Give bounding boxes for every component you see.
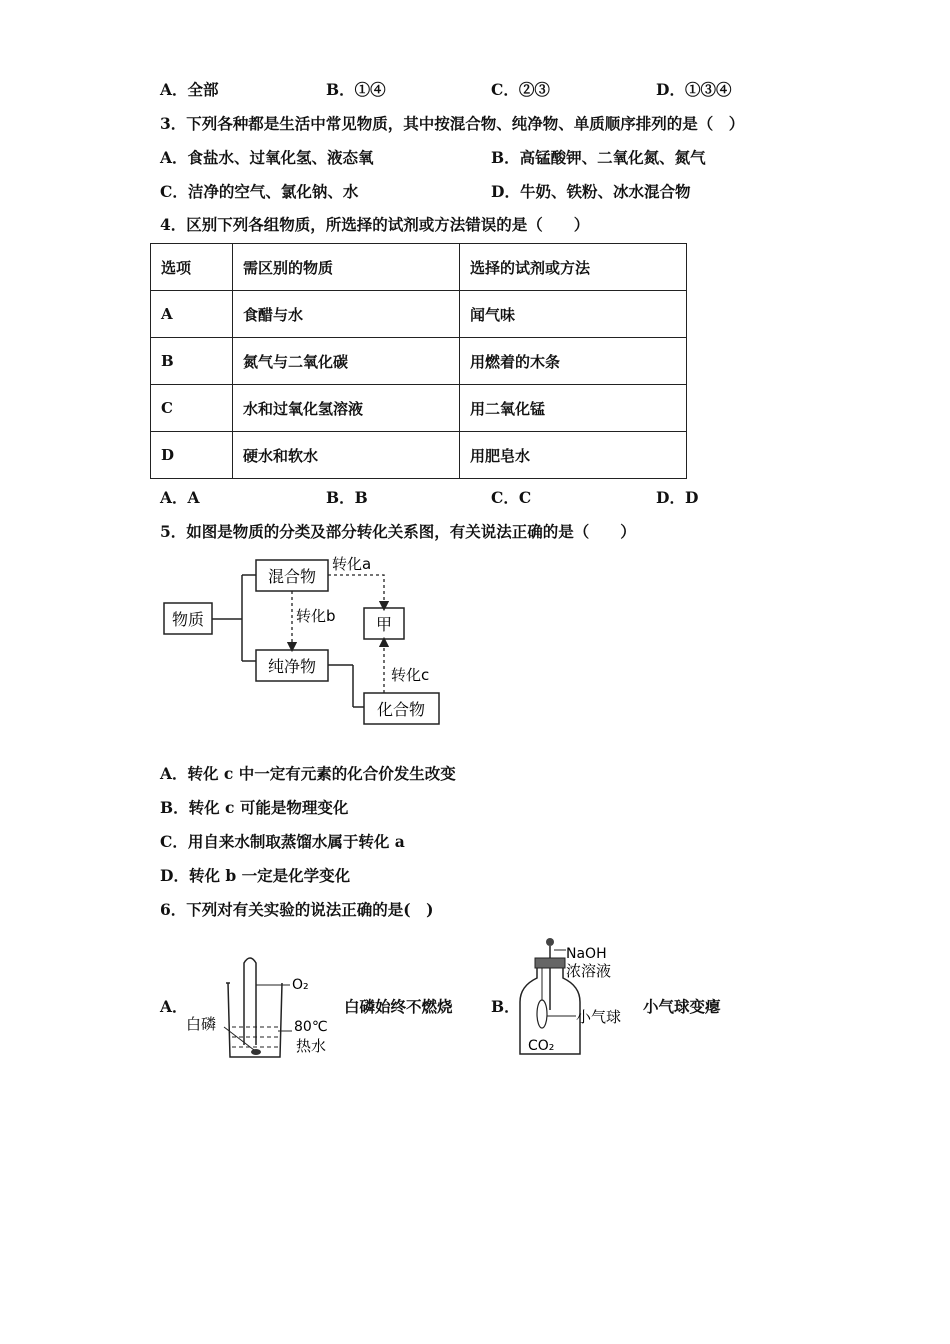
q4-table (150, 243, 687, 479)
white-phosphorus-label: 白磷 (186, 1015, 217, 1033)
table-row (151, 291, 687, 338)
compound-label: 化合物 (376, 700, 426, 719)
mixture-label: 混合物 (267, 567, 317, 586)
dropper-bulb-icon (546, 938, 554, 946)
q3-option-c: C．洁净的空气、氯化钠、水 (160, 182, 359, 201)
jia-label: 甲 (375, 615, 393, 634)
hot-water-label: 热水 (296, 1037, 327, 1055)
q6-option-b-text: 小气球变瘪 (643, 997, 721, 1016)
table-header-cell: 选项 (151, 244, 233, 291)
q3-option-b: B．高锰酸钾、二氧化氮、氮气 (491, 148, 706, 167)
white-phosphorus-icon (251, 1049, 261, 1055)
q6-option-b-label: B． (491, 997, 520, 1016)
table-cell: 水和过氧化氢溶液 (233, 385, 460, 432)
o2-label: O₂ (292, 977, 309, 993)
table-cell: 食醋与水 (233, 291, 460, 338)
balloon-icon (537, 1000, 547, 1028)
q2-option-a: A．全部 (160, 80, 219, 99)
concentrated-solution-label: 浓溶液 (566, 962, 612, 980)
beaker-icon (228, 983, 282, 1057)
test-tube-icon (244, 958, 256, 1045)
table-row (151, 385, 687, 432)
balloon-label: 小气球 (576, 1008, 622, 1026)
pure-substance-label: 纯净物 (267, 657, 317, 676)
table-row (151, 338, 687, 385)
conversion-a-label: 转化a (332, 555, 372, 573)
conversion-b-label: 转化b (296, 607, 336, 625)
table-cell: D (151, 432, 233, 479)
classification-diagram (150, 550, 450, 734)
q5-option-a: A．转化 c 中一定有元素的化合价发生改变 (160, 764, 456, 783)
q4-stem: 4．区别下列各组物质，所选择的试剂或方法错误的是（ ） (160, 215, 590, 234)
q5-option-c: C．用自来水制取蒸馏水属于转化 a (160, 832, 405, 851)
q6-figure-a (180, 945, 340, 1069)
conversion-c-label: 转化c (391, 666, 430, 684)
table-cell: A (151, 291, 233, 338)
table-cell: C (151, 385, 233, 432)
co2-label: CO₂ (528, 1038, 555, 1054)
table-cell: 硬水和软水 (233, 432, 460, 479)
table-cell: 用二氧化锰 (460, 385, 687, 432)
q4-option-a: A．A (160, 488, 200, 507)
q3-option-d: D．牛奶、铁粉、冰水混合物 (491, 182, 691, 201)
table-cell: B (151, 338, 233, 385)
q6-figure-b (510, 930, 640, 1064)
substance-label: 物质 (171, 610, 205, 629)
q2-option-c: C．②③ (491, 80, 550, 99)
q5-option-d: D．转化 b 一定是化学变化 (160, 866, 351, 885)
q6-option-a-label: A． (160, 997, 188, 1016)
table-cell: 用肥皂水 (460, 432, 687, 479)
q6-stem: 6．下列对有关实验的说法正确的是( ) (160, 900, 434, 919)
conversion-a-arrow (328, 575, 384, 606)
naoh-label: NaOH (566, 946, 607, 962)
table-header-cell: 选择的试剂或方法 (460, 244, 687, 291)
table-row (151, 432, 687, 479)
table-header-cell: 需区别的物质 (233, 244, 460, 291)
q6-option-a-text: 白磷始终不燃烧 (344, 997, 453, 1016)
table-cell: 用燃着的木条 (460, 338, 687, 385)
q4-option-c: C．C (491, 488, 532, 507)
q3-stem: 3．下列各种都是生活中常见物质，其中按混合物、纯净物、单质顺序排列的是（ ） (160, 114, 745, 133)
q2-option-b: B．①④ (326, 80, 386, 99)
table-header-row (151, 244, 687, 291)
table-cell: 闻气味 (460, 291, 687, 338)
q5-option-b: B．转化 c 可能是物理变化 (160, 798, 349, 817)
q2-option-d: D．①③④ (656, 80, 732, 99)
q3-option-a: A．食盐水、过氧化氢、液态氧 (160, 148, 374, 167)
temperature-label: 80℃ (294, 1019, 328, 1035)
q4-option-b: B．B (326, 488, 368, 507)
q4-option-d: D．D (656, 488, 699, 507)
stopper-icon (535, 958, 565, 968)
q5-stem: 5．如图是物质的分类及部分转化关系图，有关说法正确的是（ ） (160, 522, 636, 541)
table-cell: 氮气与二氧化碳 (233, 338, 460, 385)
